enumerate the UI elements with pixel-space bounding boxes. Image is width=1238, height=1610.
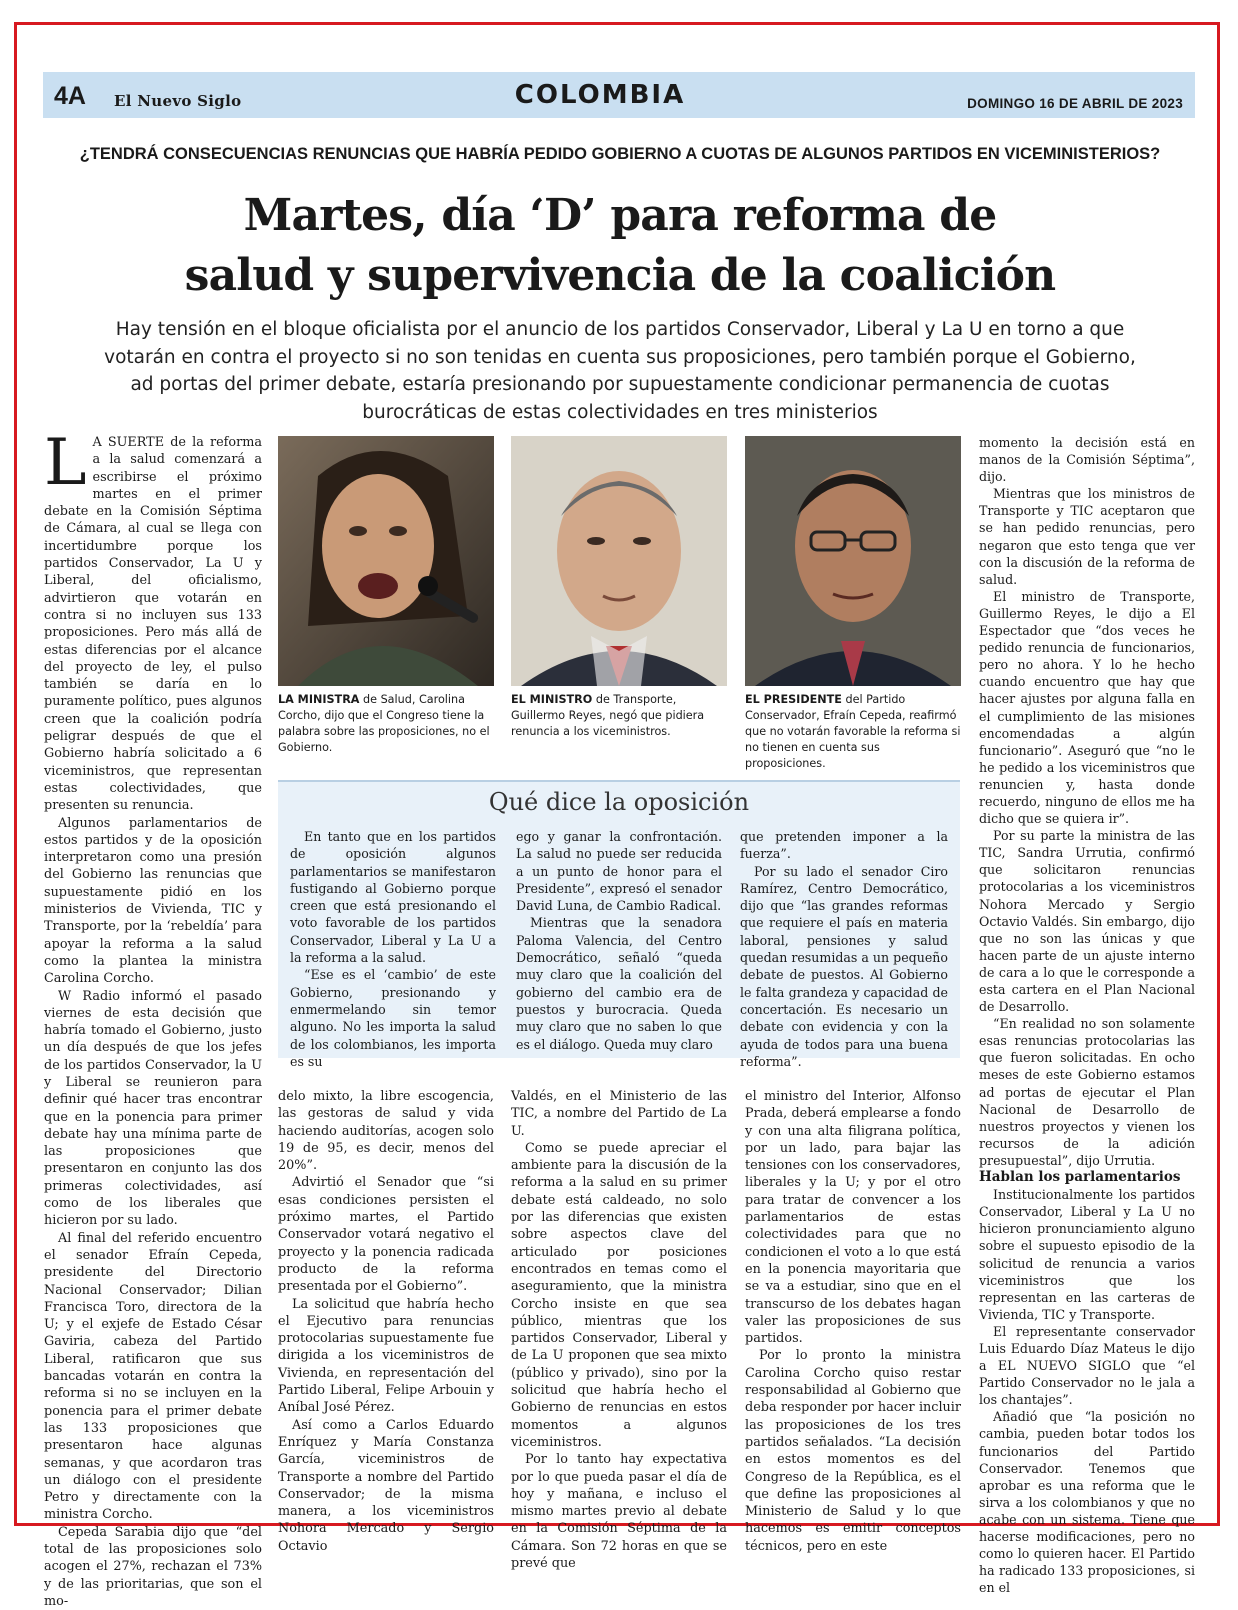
paragraph: Algunos parlamentarios de estos partidos y de la oposición interpretaron como una presión del Gobierno las renuncias que supuestamente pidió en los ministerios de Vivienda, TIC y Transporte, por la ‘rebeldía’ para apoyar la reforma a la salud como la plantea la ministra Carolina Corcho.: [44, 815, 262, 987]
paragraph: W Radio informó el pasado viernes de esta decisión que habría tomado el Gobierno, justo un día después de que los jefes de los partidos Conservador, la U y Liberal se reunieron para definir qué hacer tras encontrar que en la ponencia para primer debate hay una mínima parte de las proposiciones que presentaron en conjunto las dos primeras colectividades, así como de los liberales que hicieron por su lado.: [44, 988, 262, 1229]
opposition-sidebar: [278, 780, 960, 1069]
column-5: momento la decisión está en manos de la Comisión Séptima”, dijo. Mientras que los ministros de Transporte y TIC aceptaron que se han pedido renuncias, pero negaron que esto tenga que ver con la discusión de la reforma de salud. El ministro de Transporte, Guillermo Reyes, le dijo a El Espectador que “dos veces he pedido renuncia de funcionarios, pero no ahora. Y lo he hecho cuando encuentro que hay que hacer ajustes por alguna falla en el cumplimiento de las misiones encomendadas a algún funcionario”. Aseguró que “no le he pedido a los viceministros que renuncien y, hasta donde recuerdo, ninguno de ellos me ha dicho que se quiera ir”. Por su parte la ministra de las TIC, Sandra Urrutia, confirmó que solicitaron renuncias protocolarias a los viceministros Nohora Mercado y Sergio Octavio Valdés. Sin embargo, dijo que no son las únicas y que hacen parte de un ajuste interno de cara a lo que le corresponde a esta cartera en el Plan Nacional de Desarrollo. “En realidad no son solamente esas renuncias protocolarias las que fueron solicitadas. En ocho meses de este Gobierno estamos ad portas de ejecutar el Plan Nacional de Desarrollo de nuestros proyectos y vienen los recursos de la adición presupuestal”, dijo Urrutia. Hablan los parlamentarios Institucionalmente los partidos Conservador, Liberal y La U no hicieron pronunciamiento alguno sobre el supuesto episodio de la solicitud de renuncia a varios viceministros que los representan en las carteras de Vivienda, TIC y Transporte. El representante conservador Luis Eduardo Díaz Mateus le dijo a EL NUEVO SIGLO que “el Partido Conservador no le jala a los chantajes”. Añadió que “la posición no cambia, pueden botar todos los funcionarios del Partido Conservador. Tenemos que aprobar es una reforma que le sirva a los colombianos y que no acabe con un sistema. Tiene que hacerse modificaciones, pero no como lo quieren hacer. El Partido ha radicado 133 proposiciones, si en el: [979, 435, 1195, 1596]
paragraph: Cepeda Sarabia dijo que “del total de las proposiciones solo acogen el 27%, rechazan el 73% y de las prioritarias, que son el mo-: [44, 1524, 262, 1609]
caption-3: EL PRESIDENTE del Partido Conservador, Efraín Cepeda, reafirmó que no votarán favorable la reforma si no tienen en cuenta sus proposiciones.: [745, 693, 961, 770]
caption-1: LA MINISTRA de Salud, Carolina Corcho, dijo que el Congreso tiene la palabra sobre las proposiciones, no el Gobierno.: [278, 693, 490, 754]
issue-date: DOMINGO 16 DE ABRIL DE 2023: [967, 96, 1183, 111]
photo-conservative-president: [745, 436, 961, 686]
headline-line-1: Martes, día ‘D’ para reforma de: [243, 190, 997, 241]
paragraph: Al final del referido encuentro el senador Efraín Cepeda, presidente del Directorio Nacional Conservador; Dilian Francisca Toro, directora de la U; y el exjefe de Estado César Gaviria, cabeza del Partido Liberal, ratificaron que sus bancadas votarán en contra la reforma si no se incluyen en la ponencia para el primer debate las 133 proposiciones que presentaron hace algunas semanas, y que acordaron tras un diálogo con el presidente Petro y directamente con la ministra Corcho.: [44, 1230, 262, 1523]
section-title: COLOMBIA: [514, 80, 686, 110]
subheading: Hablan los parlamentarios: [979, 1169, 1181, 1186]
article-headline: [60, 186, 1180, 306]
page-number: 4A: [54, 82, 86, 110]
headline-line-2: salud y supervivencia de la coalición: [184, 250, 1056, 301]
column-3: Valdés, en el Ministerio de las TIC, a nombre del Partido de La U. Como se puede apreciar el ambiente para la discusión de la reforma a la salud en su primer debate está caldeado, no solo por las diferencias que existen sobre aspectos clave del articulado por posiciones encontrados en temas como el aseguramiento, que la ministra Corcho insiste en que sea público, mientras que los partidos Conservador, Liberal y de La U proponen que sea mixto (público y privado), sino por la solicitud que habría hecho el Gobierno de renuncias en estos momentos a algunos viceministros. Por lo tanto hay expectativa por lo que pueda pasar el día de hoy y mañana, e incluso el mismo martes previo al debate en la Comisión Séptima de la Cámara. Son 72 horas en que se prevé que: [511, 1089, 727, 1572]
drop-cap: L: [44, 426, 87, 500]
sidebar-col-3: que pretenden imponer a la fuerza”. Por su lado el senador Ciro Ramírez, Centro Democrático, dijo que “las grandes reformas que requiere el país en materia laboral, pensiones y salud quedan resumidas a un pequeño debate de puestos. Al Gobierno le falta grandeza y capacidad de concertación. Es necesario un debate con evidencia y con la ayuda de todos para una buena reforma”.: [740, 829, 948, 1069]
column-2: delo mixto, la libre escogencia, las gestoras de salud y vida haciendo auditorías, acogen solo 19 de 95, es decir, menos del 20%”. Advirtió el Senador que “si esas condiciones persisten el próximo martes, el Partido Conservador votará negativo el proyecto y la ponencia radicada producto de la reforma presentada por el Gobierno”. La solicitud que habría hecho el Ejecutivo para renuncias protocolarias supuestamente fue dirigida a los viceministros de Vivienda, en representación del Partido Liberal, Felipe Arbouin y Aníbal José Pérez. Así como a Carlos Eduardo Enríquez y María Constanza García, viceministros de Transporte a nombre del Partido Conservador; de la misma manera, a los viceministros Nohora Mercado y Sergio Octavio: [278, 1089, 494, 1554]
newspaper-masthead: El Nuevo Siglo: [114, 92, 242, 110]
photo-minister-transport: [511, 436, 727, 686]
column-4: el ministro del Interior, Alfonso Prada, deberá emplearse a fondo y con una alta filigrana política, por un lado, para bajar las tensiones con los conservadores, liberales y la U; y por el otro para tratar de convencer a los parlamentarios de estas colectividades para que no condicionen el voto a lo que está en la ponencia mayoritaria que se va a estudiar, sino que en el transcurso de los debates hagan valer las proposiciones de sus partidos. Por lo pronto la ministra Carolina Corcho quiso restar responsabilidad al Gobierno que deba responder por hacer incluir las proposiciones de los tres partidos señalados. “La decisión en estos momentos es del Congreso de la República, es el que define las proposiciones al Ministerio de Salud y lo que hacemos es emitir conceptos técnicos, pero en este: [745, 1089, 961, 1554]
article-kicker: ¿TENDRÁ CONSECUENCIAS RENUNCIAS QUE HABRÍA PEDIDO GOBIERNO A CUOTAS DE ALGUNOS PARTIDOS EN VICEMINISTERIOS?: [79, 145, 1161, 163]
article-deck: Hay tensión en el bloque oficialista por el anuncio de los partidos Conservador, Liberal y La U en torno a que votarán en contra el proyecto si no son tenidas en cuenta sus proposiciones, pero también porque el Gobierno, ad portas del primer debate, estaría presionando por supuestamente condicionar permanencia de cuotas burocráticas de estas colectividades en tres ministerios: [104, 319, 1136, 423]
caption-2: EL MINISTRO de Transporte, Guillermo Reyes, negó que pidiera renuncia a los viceministros.: [511, 693, 705, 738]
sidebar-col-2: ego y ganar la confrontación. La salud no puede ser reducida a un punto de honor para el Presidente”, expresó el senador David Luna, de Cambio Radical. Mientras que la senadora Paloma Valencia, del Centro Democrático, señaló “queda muy claro que la coalición del gobierno del cambio era de puestos y burocracia. Queda muy claro que no saben lo que es el diálogo. Queda muy claro: [516, 829, 722, 1052]
sidebar-title: Qué dice la oposición: [488, 788, 750, 816]
column-1: [44, 426, 262, 1610]
photo-minister-health: [278, 436, 494, 686]
lead-paragraph: L A SUERTE de la reforma a la salud comenzará a escribirse el próximo martes en el primer debate en la Comisión Séptima de Cámara, al cual se llega con incertidumbre porque los partidos Conservador, La U y Liberal, del oficialismo, advirtieron que votarán en contra si no incluyen sus 133 proposiciones. Pero más allá de estas diferencias por el alcance del proyecto de ley, el pulso también se daría en lo puramente político, pues algunos creen que la coalición podría peligrar después de que el Gobierno habría solicitado a 6 viceministros, que representan estas colectividades, que presenten su renuncia.: [44, 426, 262, 814]
sidebar-col-1: En tanto que en los partidos de oposición algunos parlamentarios se manifestaron fustigando al Gobierno porque creen que está presionando el voto favorable de los partidos Conservador, Liberal y La U a la reforma a la salud. “Ese es el ‘cambio’ de este Gobierno, presionando y enmermelando sin temor alguno. No les importa la salud de los colombianos, les importa es su: [290, 829, 496, 1069]
